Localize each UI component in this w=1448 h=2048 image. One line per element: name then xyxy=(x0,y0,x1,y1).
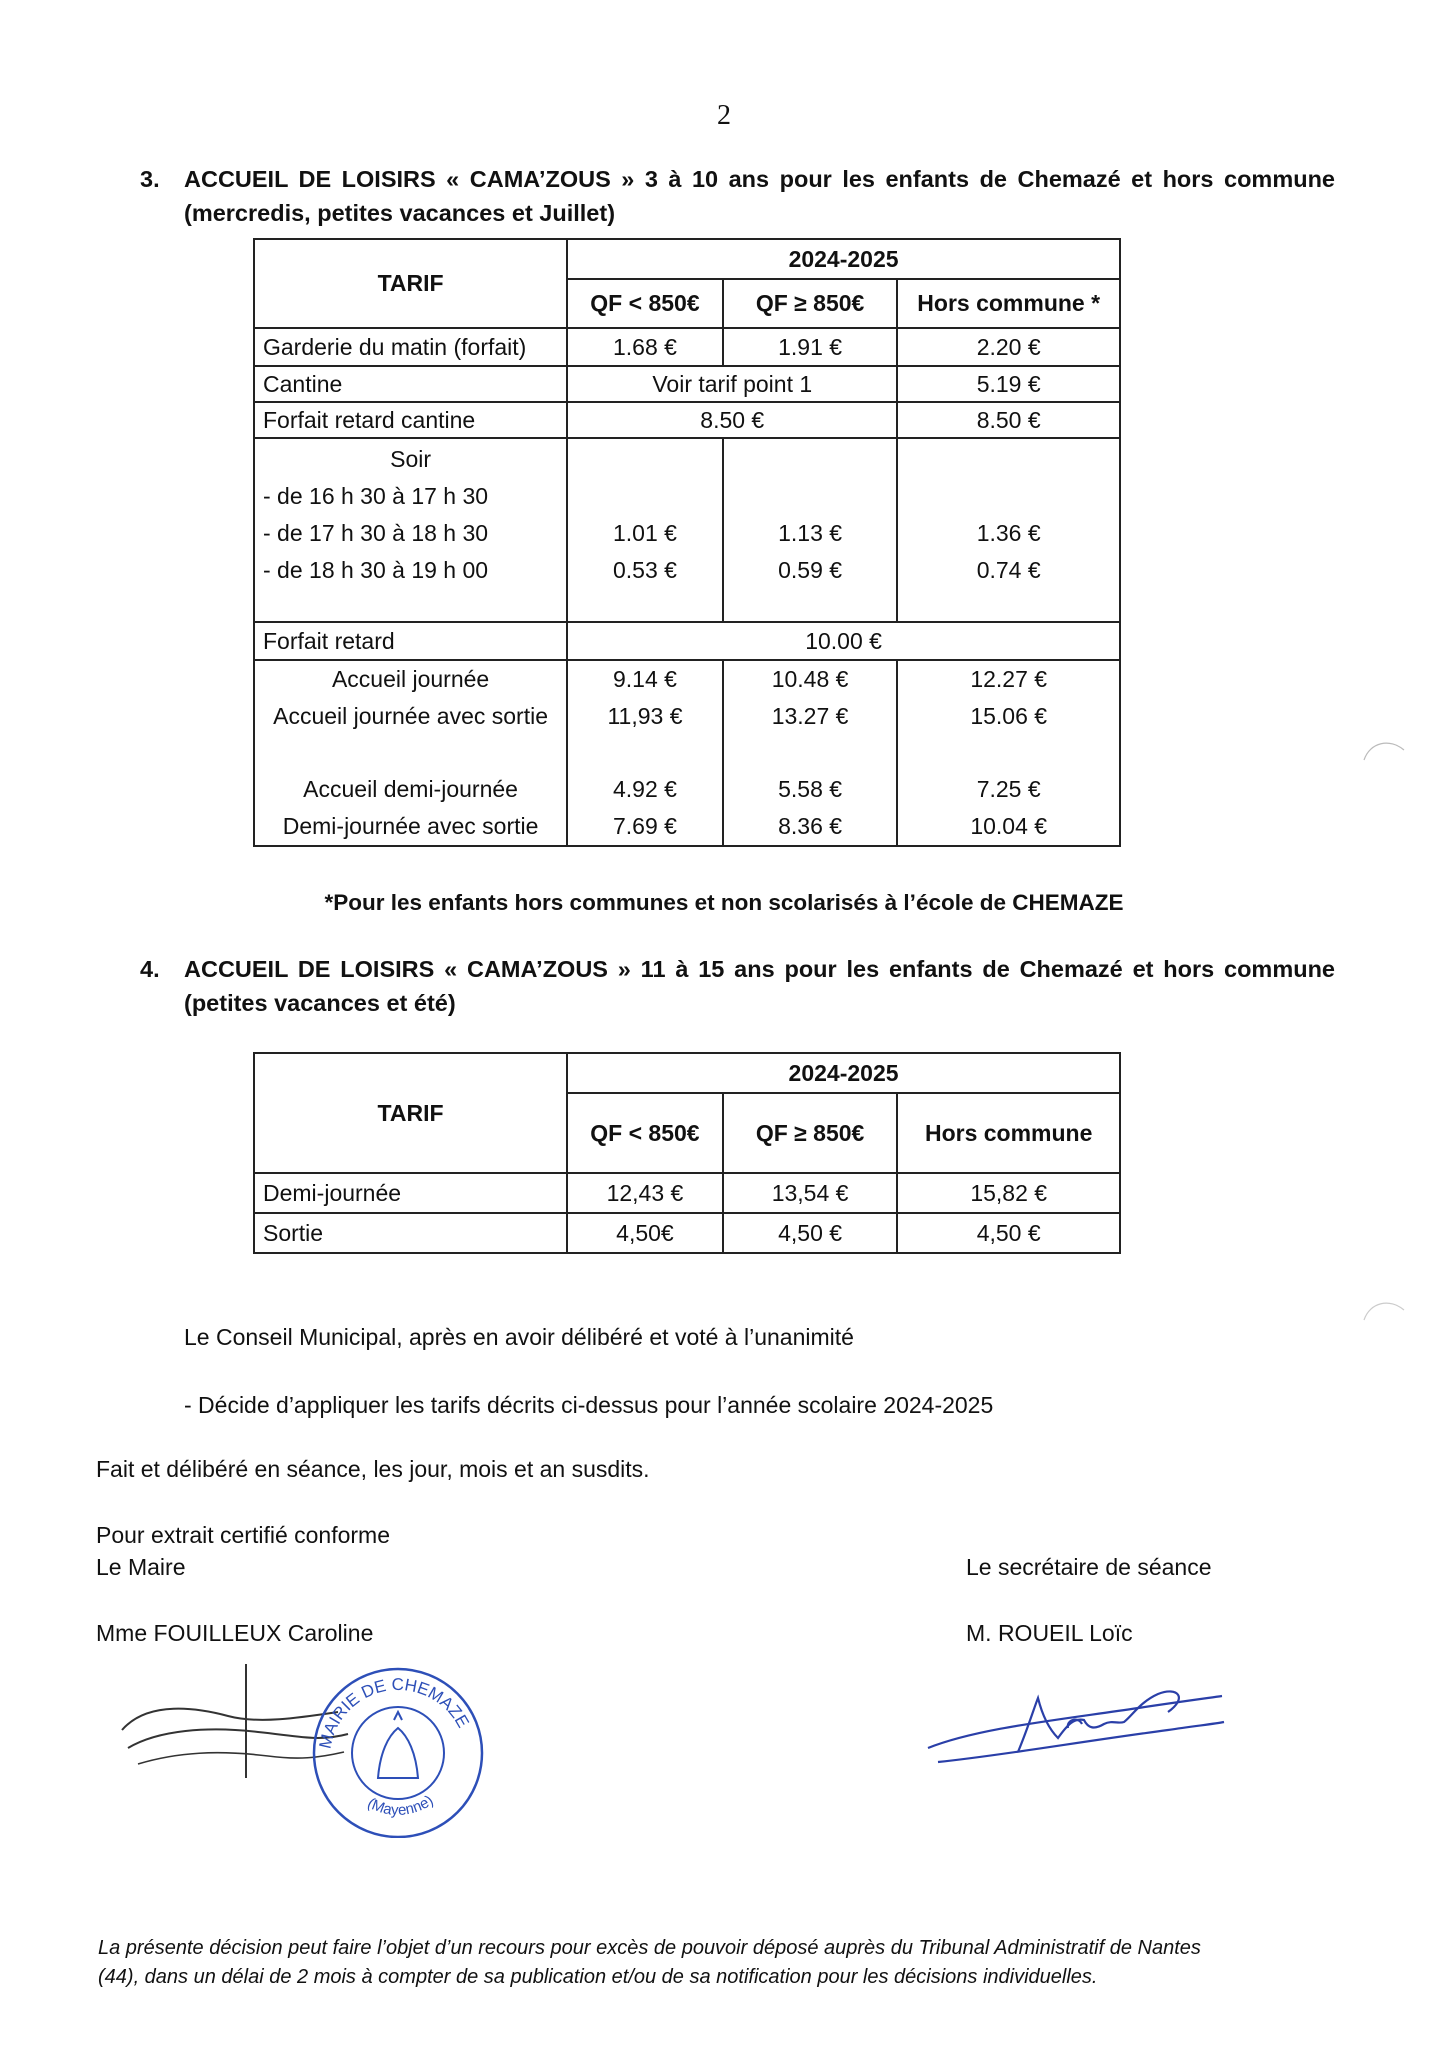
tarif-header: TARIF xyxy=(254,239,567,328)
soir-line: - de 16 h 30 à 17 h 30 xyxy=(263,483,489,509)
cell-value: 0.74 € xyxy=(976,557,1041,583)
section-3-title xyxy=(140,162,1335,230)
section-4-title-line1: ACCUEIL DE LOISIRS « CAMA’ZOUS » 11 à 15 ans pour les enfants de Chemazé et hors commune xyxy=(184,956,1335,982)
cell-value: 10.48 € xyxy=(771,666,849,692)
cell-value: 12.27 € xyxy=(970,666,1048,692)
cell-value: 4,50 € xyxy=(723,1213,898,1253)
section-4-title-line2: (petites vacances et été) xyxy=(184,990,456,1016)
cell-value: 2.20 € xyxy=(897,328,1120,366)
footer-line: (44), dans un délai de 2 mois à compter de sa publication et/ou de sa notification pour les décisions individuelles. xyxy=(98,1966,1098,1988)
row-label-forfait-retard: Forfait retard xyxy=(254,622,567,660)
row-label-soir xyxy=(254,438,567,622)
year-header: 2024-2025 xyxy=(567,239,1120,279)
cell-value: 10.04 € xyxy=(970,813,1048,839)
secretaire-name: M. ROUEIL Loïc xyxy=(966,1620,1133,1646)
stamp-text: MAIRIE DE CHEMAZE xyxy=(315,1674,473,1751)
cell-value: 1.36 € xyxy=(976,520,1041,546)
cell-value: 15,82 € xyxy=(897,1173,1120,1213)
section-4-title xyxy=(140,952,1335,1020)
cell-value: 5.58 € xyxy=(778,776,843,802)
scan-mark xyxy=(1360,736,1408,766)
decision-statement: - Décide d’appliquer les tarifs décrits ci-dessus pour l’année scolaire 2024-2025 xyxy=(184,1392,994,1418)
cell-value: 13.27 € xyxy=(771,703,849,729)
secretaire-label: Le secrétaire de séance xyxy=(966,1554,1212,1580)
cell-value: 15.06 € xyxy=(970,703,1048,729)
extrait-label: Pour extrait certifié conforme xyxy=(96,1522,391,1548)
maire-name: Mme FOUILLEUX Caroline xyxy=(96,1620,374,1646)
col-qf-high: QF ≥ 850€ xyxy=(723,279,898,328)
cell-value: 13,54 € xyxy=(723,1173,898,1213)
accueil-label: Accueil journée avec sortie xyxy=(273,703,548,729)
stamp-inner-ring xyxy=(352,1707,444,1799)
fait-statement: Fait et délibéré en séance, les jour, mois et an susdits. xyxy=(96,1456,650,1482)
row-label-forfait-cantine: Forfait retard cantine xyxy=(254,402,567,438)
section-3-title-line2: (mercredis, petites vacances et Juillet) xyxy=(184,200,616,226)
scan-mark xyxy=(1360,1296,1408,1326)
soir-values-qf-low xyxy=(567,438,723,622)
cell-value: 4,50€ xyxy=(567,1213,723,1253)
cell-value: 11,93 € xyxy=(607,703,683,729)
tarif-table-3-10 xyxy=(253,238,1121,847)
cell-value: 5.19 € xyxy=(897,366,1120,402)
cell-value: 1.68 € xyxy=(567,328,723,366)
cell-value: 1.91 € xyxy=(723,328,898,366)
cell-value: 7.25 € xyxy=(976,776,1041,802)
maire-label: Le Maire xyxy=(96,1554,186,1580)
cell-value: 7.69 € xyxy=(612,813,677,839)
legal-footer xyxy=(98,1934,1358,1992)
row-labels-accueil xyxy=(254,660,567,846)
soir-label: Soir xyxy=(390,446,432,472)
cell-value: 10.00 € xyxy=(567,622,1120,660)
row-label-cantine: Cantine xyxy=(254,366,567,402)
cell-value: Voir tarif point 1 xyxy=(567,366,897,402)
soir-values-qf-high xyxy=(723,438,898,622)
cell-value: 8.36 € xyxy=(778,813,843,839)
year-header: 2024-2025 xyxy=(567,1053,1120,1093)
council-statement: Le Conseil Municipal, après en avoir délibéré et voté à l’unanimité xyxy=(184,1324,854,1350)
col-qf-low: QF < 850€ xyxy=(567,1093,723,1173)
mairie-stamp xyxy=(308,1658,488,1838)
tarif-table-11-15 xyxy=(253,1052,1121,1254)
cell-value: 0.53 € xyxy=(612,557,677,583)
col-qf-low: QF < 850€ xyxy=(567,279,723,328)
cell-value: 0.59 € xyxy=(778,557,843,583)
cell-value: 9.14 € xyxy=(612,666,677,692)
accueil-values-qf-low xyxy=(567,660,723,846)
section-3-number: 3. xyxy=(140,166,160,192)
col-qf-high: QF ≥ 850€ xyxy=(723,1093,898,1173)
accueil-label: Demi-journée avec sortie xyxy=(282,813,539,839)
soir-line: - de 17 h 30 à 18 h 30 xyxy=(263,520,489,546)
footer-line: La présente décision peut faire l’objet d’un recours pour excès de pouvoir déposé auprès du Tribunal Administratif de Nantes xyxy=(98,1937,1201,1959)
cell-value: 8.50 € xyxy=(567,402,897,438)
cell-value: 4.92 € xyxy=(612,776,677,802)
row-label-demi-journee: Demi-journée xyxy=(254,1173,567,1213)
stamp-subtext: (Mayenne) xyxy=(364,1792,437,1819)
page-number: 2 xyxy=(717,100,731,131)
cell-value: 4,50 € xyxy=(897,1213,1120,1253)
accueil-label: Accueil demi-journée xyxy=(303,776,518,802)
row-label-garderie: Garderie du matin (forfait) xyxy=(254,328,567,366)
accueil-label: Accueil journée xyxy=(331,666,490,692)
stamp-marianne-icon xyxy=(378,1728,418,1778)
col-hors-commune: Hors commune xyxy=(897,1093,1120,1173)
accueil-values-qf-high xyxy=(723,660,898,846)
cell-value: 1.13 € xyxy=(778,520,843,546)
section-3-title-line1: ACCUEIL DE LOISIRS « CAMA’ZOUS » 3 à 10 ans pour les enfants de Chemazé et hors commune xyxy=(184,166,1335,192)
footnote-hors-commune: *Pour les enfants hors communes et non scolarisés à l’école de CHEMAZE xyxy=(324,890,1124,915)
cell-value: 12,43 € xyxy=(567,1173,723,1213)
soir-values-hors-commune xyxy=(897,438,1120,622)
section-4-number: 4. xyxy=(140,956,160,982)
col-hors-commune: Hors commune * xyxy=(897,279,1120,328)
accueil-values-hors-commune xyxy=(897,660,1120,846)
tarif-header: TARIF xyxy=(254,1053,567,1173)
cell-value: 8.50 € xyxy=(897,402,1120,438)
soir-line: - de 18 h 30 à 19 h 00 xyxy=(263,557,489,583)
cell-value: 1.01 € xyxy=(612,520,677,546)
secretaire-signature xyxy=(918,1658,1228,1778)
row-label-sortie: Sortie xyxy=(254,1213,567,1253)
